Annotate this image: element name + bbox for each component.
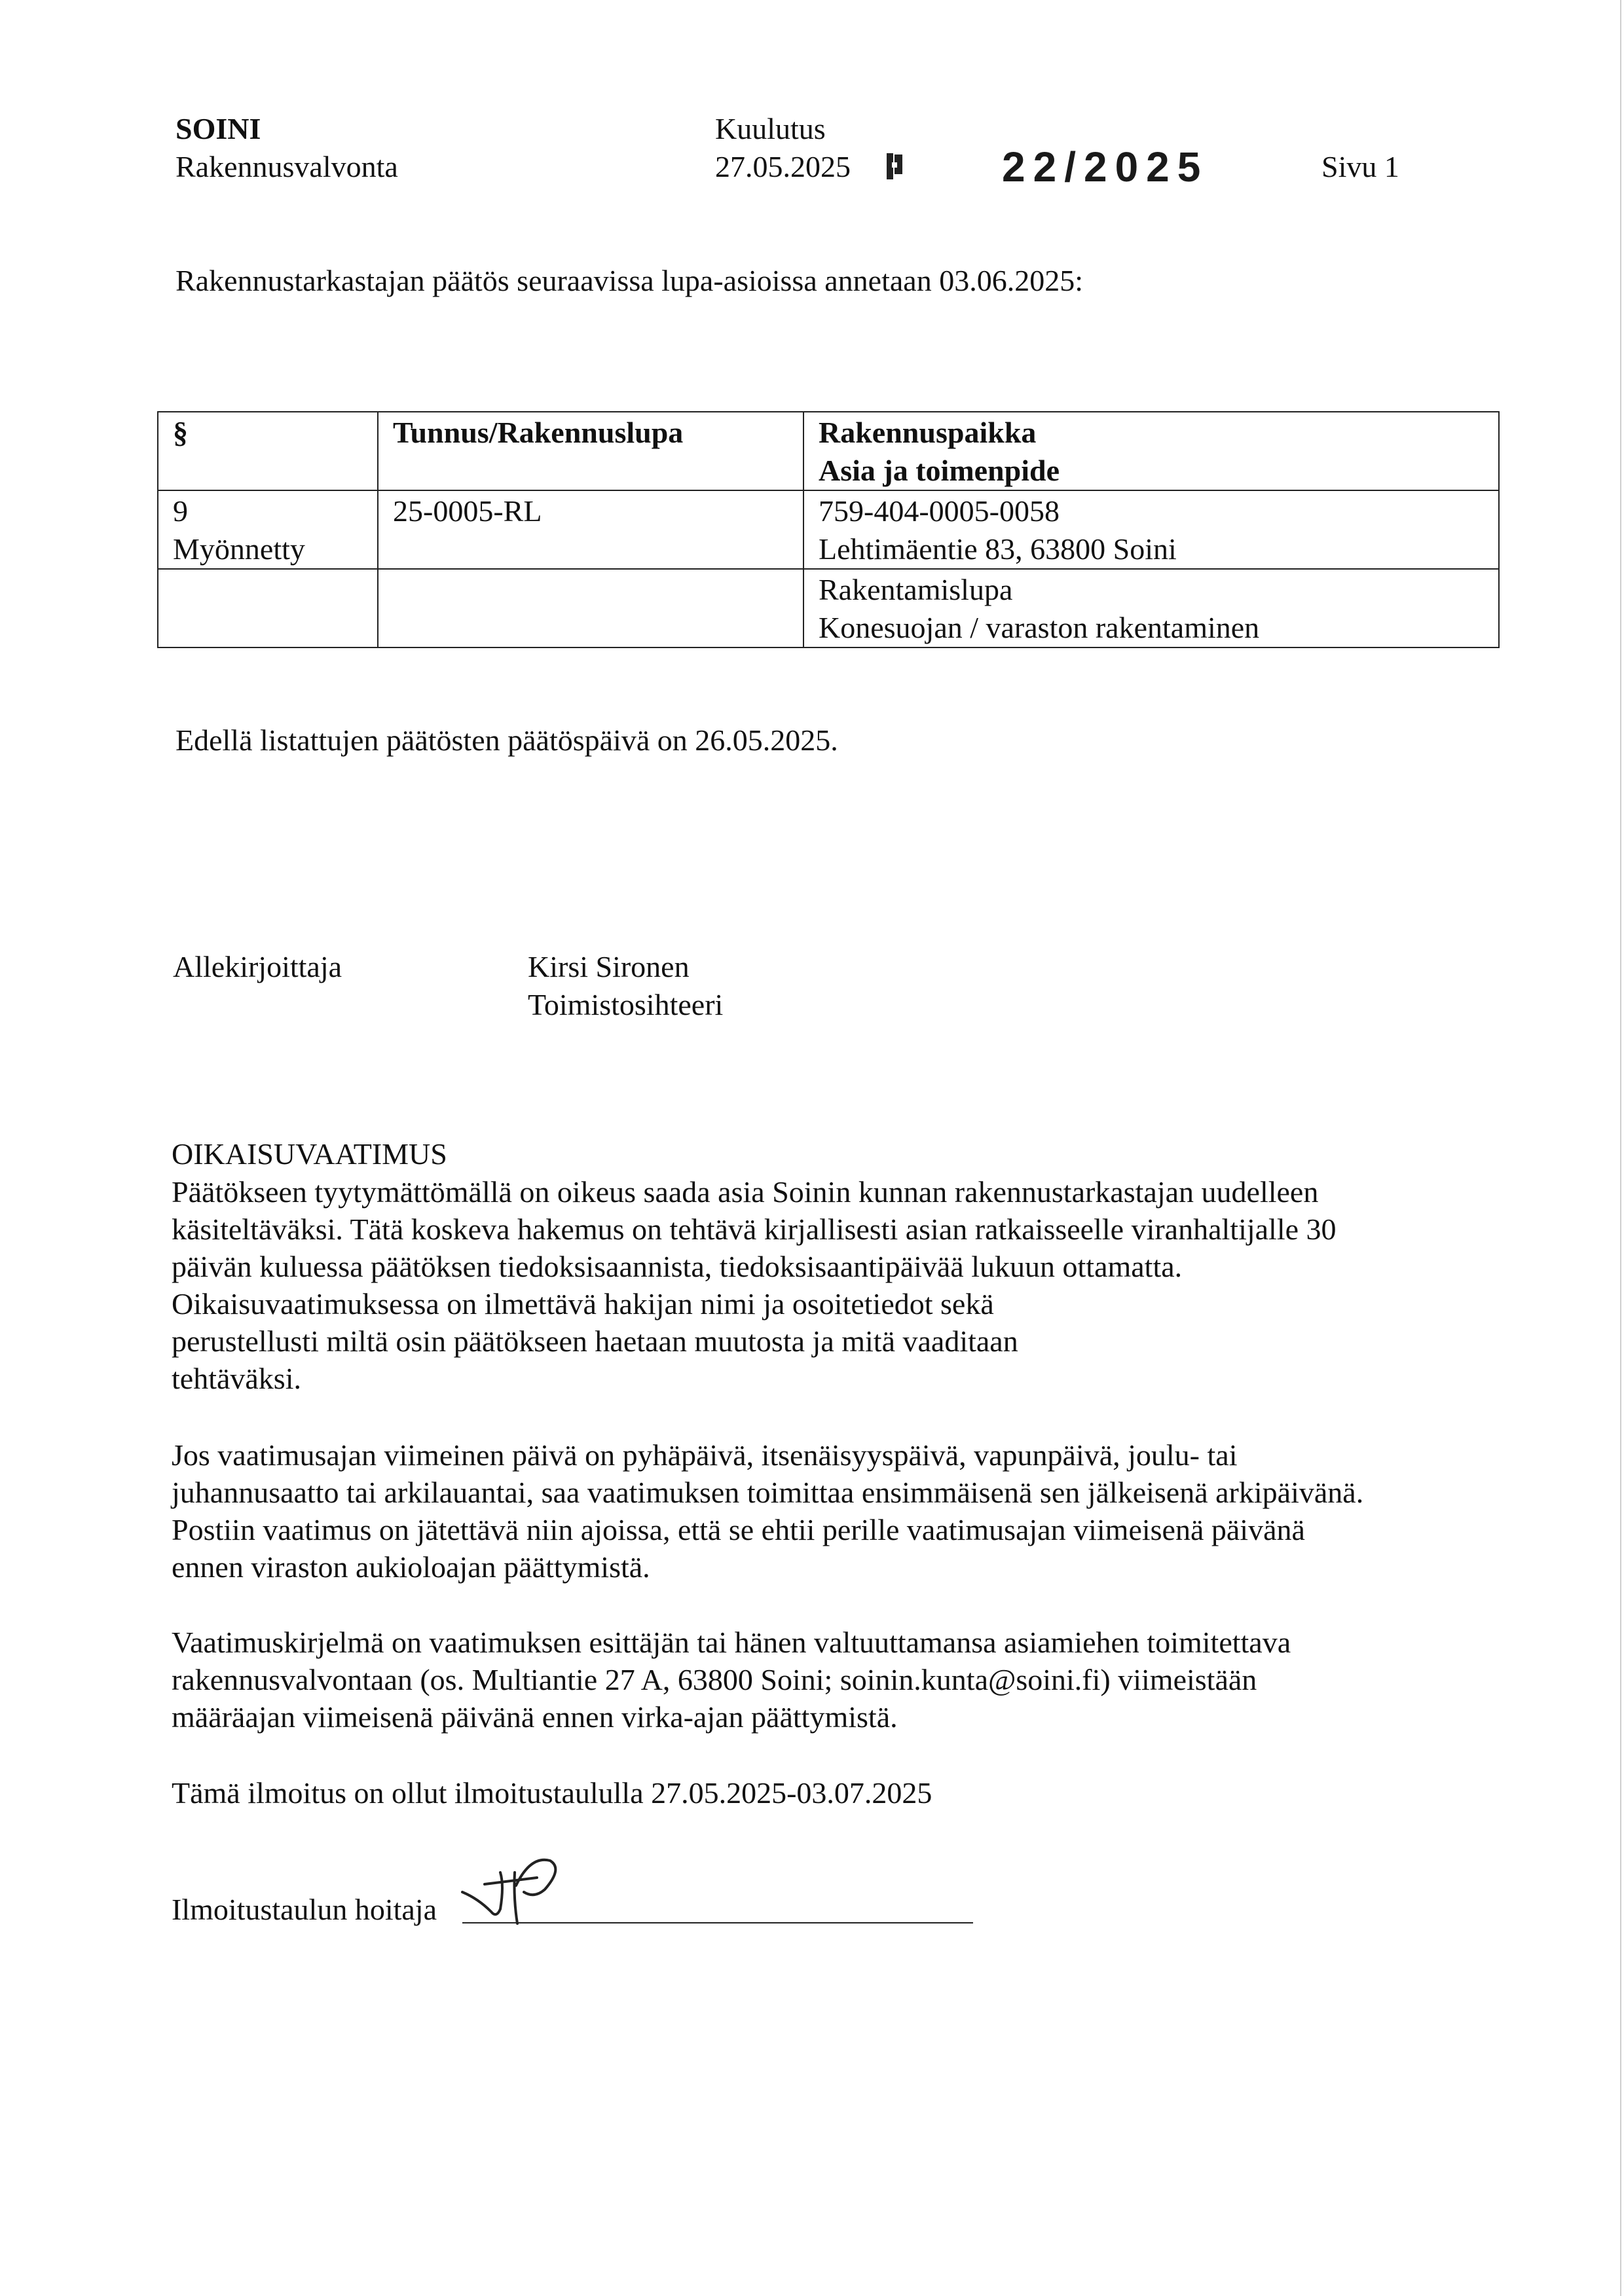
- notice-board-label: Ilmoitustaulun hoitaja: [172, 1893, 437, 1926]
- paragraph-line: juhannusaatto tai arkilauantai, saa vaatimuksen toimittaa ensimmäisenä sen jälkeisenä arkipäivänä.: [172, 1476, 1364, 1509]
- cell-place: [803, 490, 1499, 569]
- paragraph-line: Postiin vaatimus on jätettävä niin ajoissa, että se ehtii perille vaatimusajan viimeisenä päivänä: [172, 1513, 1305, 1546]
- header-permit: Tunnus/Rakennuslupa: [393, 416, 684, 449]
- paragraph-line: Jos vaatimusajan viimeinen päivä on pyhäpäivä, itsenäisyyspäivä, vapunpäivä, joulu- tai: [172, 1438, 1238, 1472]
- appeal-paragraph-1: [172, 1173, 1337, 1397]
- header-section: §: [173, 416, 188, 449]
- paragraph-line: käsiteltäväksi. Tätä koskeva hakemus on tehtävä kirjallisesti asian ratkaisseelle viranhaltijalle 30: [172, 1212, 1337, 1246]
- table-row: [158, 569, 1499, 647]
- paragraph-line: Vaatimuskirjelmä on vaatimuksen esittäjän tai hänen valtuuttamansa asiamiehen toimitettava: [172, 1626, 1291, 1659]
- appeal-paragraph-2: [172, 1436, 1363, 1586]
- paragraph-line: Oikaisuvaatimuksessa on ilmettävä hakijan nimi ja osoitetiedot sekä: [172, 1287, 994, 1321]
- intro-text: Rakennustarkastajan päätös seuraavissa lupa-asioissa annetaan 03.06.2025:: [175, 264, 1083, 297]
- table-row: [158, 490, 1499, 569]
- table-header-row: [158, 412, 1499, 490]
- scan-edge-divider: [1620, 0, 1621, 2296]
- document-number-stamp: 22/2025: [1002, 143, 1209, 191]
- matter-type: Rakentamislupa: [819, 573, 1013, 606]
- cell-permit: [378, 490, 803, 569]
- paragraph-line: päivän kuluessa päätöksen tiedoksisaannista, tiedoksisaantipäivää lukuun ottamatta.: [172, 1250, 1183, 1283]
- property-address: Lehtimäentie 83, 63800 Soini: [819, 532, 1177, 566]
- signer-name: Kirsi Sironen: [528, 950, 690, 983]
- header-place: Rakennuspaikka: [819, 416, 1037, 449]
- header-cell-permit: [378, 412, 803, 490]
- page-number: Sivu 1: [1321, 150, 1399, 183]
- decision-date-text: Edellä listattujen päätösten päätöspäivä on 26.05.2025.: [175, 723, 838, 757]
- header-cell-section: [158, 412, 378, 490]
- permit-id: 25-0005-RL: [393, 494, 542, 528]
- org-name: SOINI: [175, 112, 261, 145]
- header-matter: Asia ja toimenpide: [819, 454, 1060, 487]
- section-number: 9: [173, 494, 188, 528]
- stamp-mark-icon: [885, 152, 904, 181]
- decisions-table: [157, 411, 1500, 648]
- notice-period-text: Tämä ilmoitus on ollut ilmoitustaululla 27.05.2025-03.07.2025: [172, 1776, 932, 1810]
- signer-label: Allekirjoittaja: [173, 950, 342, 983]
- cell-empty: [378, 569, 803, 647]
- appeal-paragraph-3: [172, 1624, 1291, 1736]
- document-date: 27.05.2025: [715, 150, 851, 183]
- paragraph-line: ennen viraston aukioloajan päättymistä.: [172, 1550, 650, 1584]
- paragraph-line: rakennusvalvontaan (os. Multiantie 27 A, 63800 Soini; soinin.kunta@soini.fi) viimeistään: [172, 1663, 1257, 1696]
- header-cell-place: [803, 412, 1499, 490]
- appeal-heading: OIKAISUVAATIMUS: [172, 1137, 447, 1171]
- property-id: 759-404-0005-0058: [819, 494, 1060, 528]
- cell-matter: [803, 569, 1499, 647]
- action-description: Konesuojan / varaston rakentaminen: [819, 611, 1260, 644]
- document-type: Kuulutus: [715, 112, 826, 145]
- signer-title: Toimistosihteeri: [528, 988, 724, 1021]
- org-department: Rakennusvalvonta: [175, 150, 398, 183]
- paragraph-line: Päätökseen tyytymättömällä on oikeus saada asia Soinin kunnan rakennustarkastajan uudelleen: [172, 1175, 1319, 1209]
- cell-section: [158, 490, 378, 569]
- decision-status: Myönnetty: [173, 532, 305, 566]
- handwritten-signature: [458, 1846, 570, 1931]
- cell-empty: [158, 569, 378, 647]
- paragraph-line: tehtäväksi.: [172, 1362, 301, 1395]
- paragraph-line: määräajan viimeisenä päivänä ennen virka-ajan päättymistä.: [172, 1700, 898, 1734]
- paragraph-line: perustellusti miltä osin päätökseen haetaan muutosta ja mitä vaaditaan: [172, 1324, 1018, 1358]
